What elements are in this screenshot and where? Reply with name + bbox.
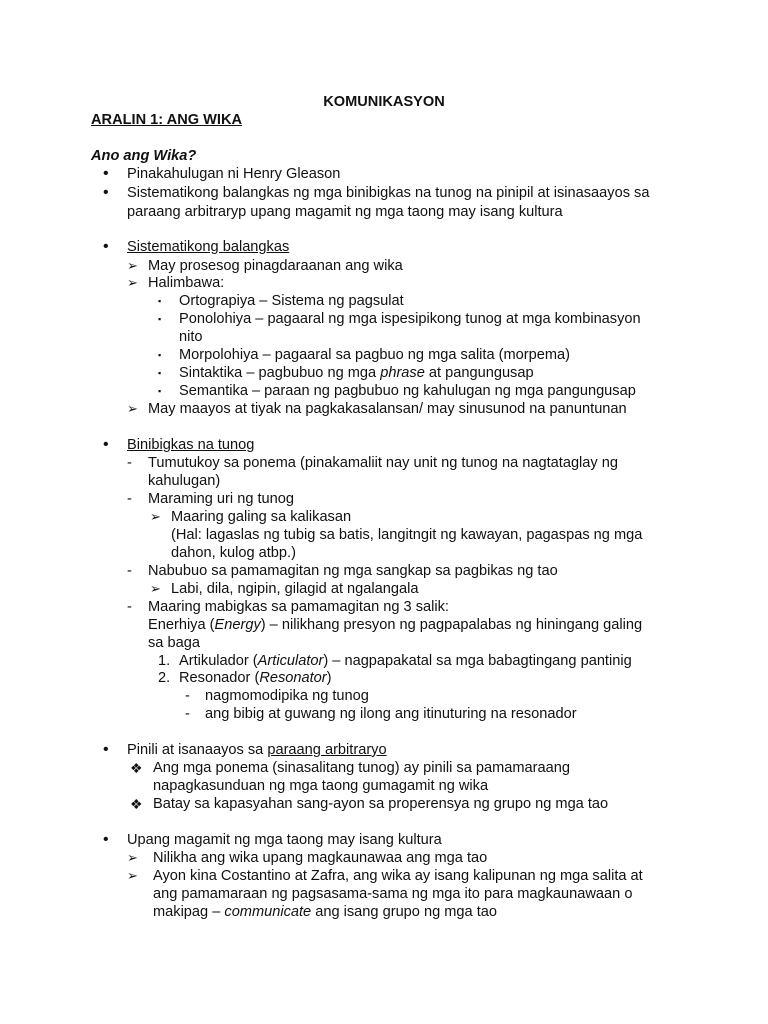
diamond-bullet-icon: ❖ — [130, 796, 143, 812]
intro-bullet-1: Pinakahulugan ni Henry Gleason — [127, 166, 341, 182]
arrow-bullet-icon: ➢ — [127, 850, 138, 865]
intro-bullet-2-line-1: Sistematikong balangkas ng mga binibigkas na tunog na pinipil at isinasaayos sa — [127, 185, 650, 201]
section-2-dash-2-example-2: dahon, kulog atbp.) — [171, 545, 296, 561]
section-1-arrow-3: May maayos at tiyak na pagkakasalansan/ may sinusunod na panuntunan — [148, 401, 627, 417]
dash-bullet-icon: - — [127, 563, 132, 579]
section-2-numbered-1: Artikulador (Articulator) – nagpapakatal sa mga babagtingang pantinig — [179, 653, 632, 669]
section-3-heading: Pinili at isanaayos sa paraang arbitraryo — [127, 742, 387, 758]
section-1-sub-2-line-2: nito — [179, 329, 203, 345]
section-2-heading: Binibigkas na tunog — [127, 437, 255, 453]
section-4-arrow-2-line-3: makipag – communicate ang isang grupo ng mga tao — [153, 904, 497, 920]
list-number: 1. — [158, 653, 171, 669]
question-heading: Ano ang Wika? — [91, 148, 197, 164]
section-4-arrow-2-line-1: Ayon kina Costantino at Zafra, ang wika ay isang kalipunan ng mga salita at — [153, 868, 643, 884]
diamond-bullet-icon: ❖ — [130, 760, 143, 776]
section-2-dash-2-arrow: Maaring galing sa kalikasan — [171, 509, 352, 525]
bullet-icon: • — [103, 238, 109, 255]
bullet-icon: • — [103, 184, 109, 201]
arrow-bullet-icon: ➢ — [127, 275, 138, 290]
lesson-title: ARALIN 1: ANG WIKA — [91, 112, 243, 128]
square-bullet-icon: ▪ — [158, 368, 162, 378]
section-2-energy-line-2: sa baga — [148, 635, 200, 651]
arrow-bullet-icon: ➢ — [127, 258, 138, 273]
section-2-dash-4: Maaring mabigkas sa pamamagitan ng 3 salik: — [148, 599, 449, 615]
arrow-bullet-icon: ➢ — [127, 868, 138, 883]
section-2-dash-3-arrow: Labi, dila, ngipin, gilagid at ngalangala — [171, 581, 419, 597]
section-1-arrow-2: Halimbawa: — [148, 275, 225, 291]
section-4-heading: Upang magamit ng mga taong may isang kultura — [127, 832, 442, 848]
section-1-sub-2-line-1: Ponolohiya – pagaaral ng mga ispesipikong tunog at mga kombinasyon — [179, 311, 641, 327]
dash-bullet-icon: - — [127, 599, 132, 615]
section-4-arrow-1: Nilikha ang wika upang magkaunawaa ang mga tao — [153, 850, 488, 866]
bullet-icon: • — [103, 741, 109, 758]
section-3-item-1-line-1: Ang mga ponema (sinasalitang tunog) ay pinili sa pamamaraang — [153, 760, 570, 776]
section-1-sub-3: Morpolohiya – pagaaral sa pagbuo ng mga salita (morpema) — [179, 347, 571, 363]
section-2-dash-2-example-1: (Hal: lagaslas ng tubig sa batis, langitngit ng kawayan, pagaspas ng mga — [171, 527, 643, 543]
bullet-icon: • — [103, 165, 109, 182]
arrow-bullet-icon: ➢ — [150, 509, 161, 524]
section-2-numbered-2-dash-1: nagmomodipika ng tunog — [205, 688, 369, 704]
section-1-sub-5: Semantika – paraan ng pagbubuo ng kahulugan ng mga pangungusap — [179, 383, 636, 399]
section-2-numbered-2: Resonador (Resonator) — [179, 670, 332, 686]
dash-bullet-icon: - — [185, 706, 190, 722]
arrow-bullet-icon: ➢ — [127, 401, 138, 416]
list-number: 2. — [158, 670, 171, 686]
square-bullet-icon: ▪ — [158, 386, 162, 396]
section-1-sub-1: Ortograpiya – Sistema ng pagsulat — [179, 293, 404, 309]
section-3-item-1-line-2: napagkasunduan ng mga taong gumagamit ng wika — [153, 778, 489, 794]
section-1-sub-4: Sintaktika – pagbubuo ng mga phrase at pangungusap — [179, 365, 534, 381]
intro-bullet-2-line-2: paraang arbitraryp upang magamit ng mga taong may isang kultura — [127, 204, 563, 220]
document-title: KOMUNIKASYON — [323, 94, 445, 110]
square-bullet-icon: ▪ — [158, 314, 162, 324]
bullet-icon: • — [103, 831, 109, 848]
section-2-dash-1-line-1: Tumutukoy sa ponema (pinakamaliit nay unit ng tunog na nagtataglay ng — [148, 455, 618, 471]
square-bullet-icon: ▪ — [158, 296, 162, 306]
section-1-heading: Sistematikong balangkas — [127, 239, 290, 255]
section-3-item-2: Batay sa kapasyahan sang-ayon sa properensya ng grupo ng mga tao — [153, 796, 609, 812]
bullet-icon: • — [103, 436, 109, 453]
section-2-numbered-2-dash-2: ang bibig at guwang ng ilong ang itinuturing na resonador — [205, 706, 577, 722]
section-2-energy-line-1: Enerhiya (Energy) – nilikhang presyon ng pagpapalabas ng hiningang galing — [148, 617, 643, 633]
section-2-dash-3: Nabubuo sa pamamagitan ng mga sangkap sa pagbikas ng tao — [148, 563, 558, 579]
section-2-dash-2: Maraming uri ng tunog — [148, 491, 295, 507]
section-4-arrow-2-line-2: ang pamamaraan ng pagsasama-sama ng mga ito para magkaunawaan o — [153, 886, 633, 902]
dash-bullet-icon: - — [127, 455, 132, 471]
square-bullet-icon: ▪ — [158, 350, 162, 360]
section-2-dash-1-line-2: kahulugan) — [148, 473, 221, 489]
dash-bullet-icon: - — [127, 491, 132, 507]
section-1-arrow-1: May prosesog pinagdaraanan ang wika — [148, 258, 403, 274]
dash-bullet-icon: - — [185, 688, 190, 704]
arrow-bullet-icon: ➢ — [150, 581, 161, 596]
